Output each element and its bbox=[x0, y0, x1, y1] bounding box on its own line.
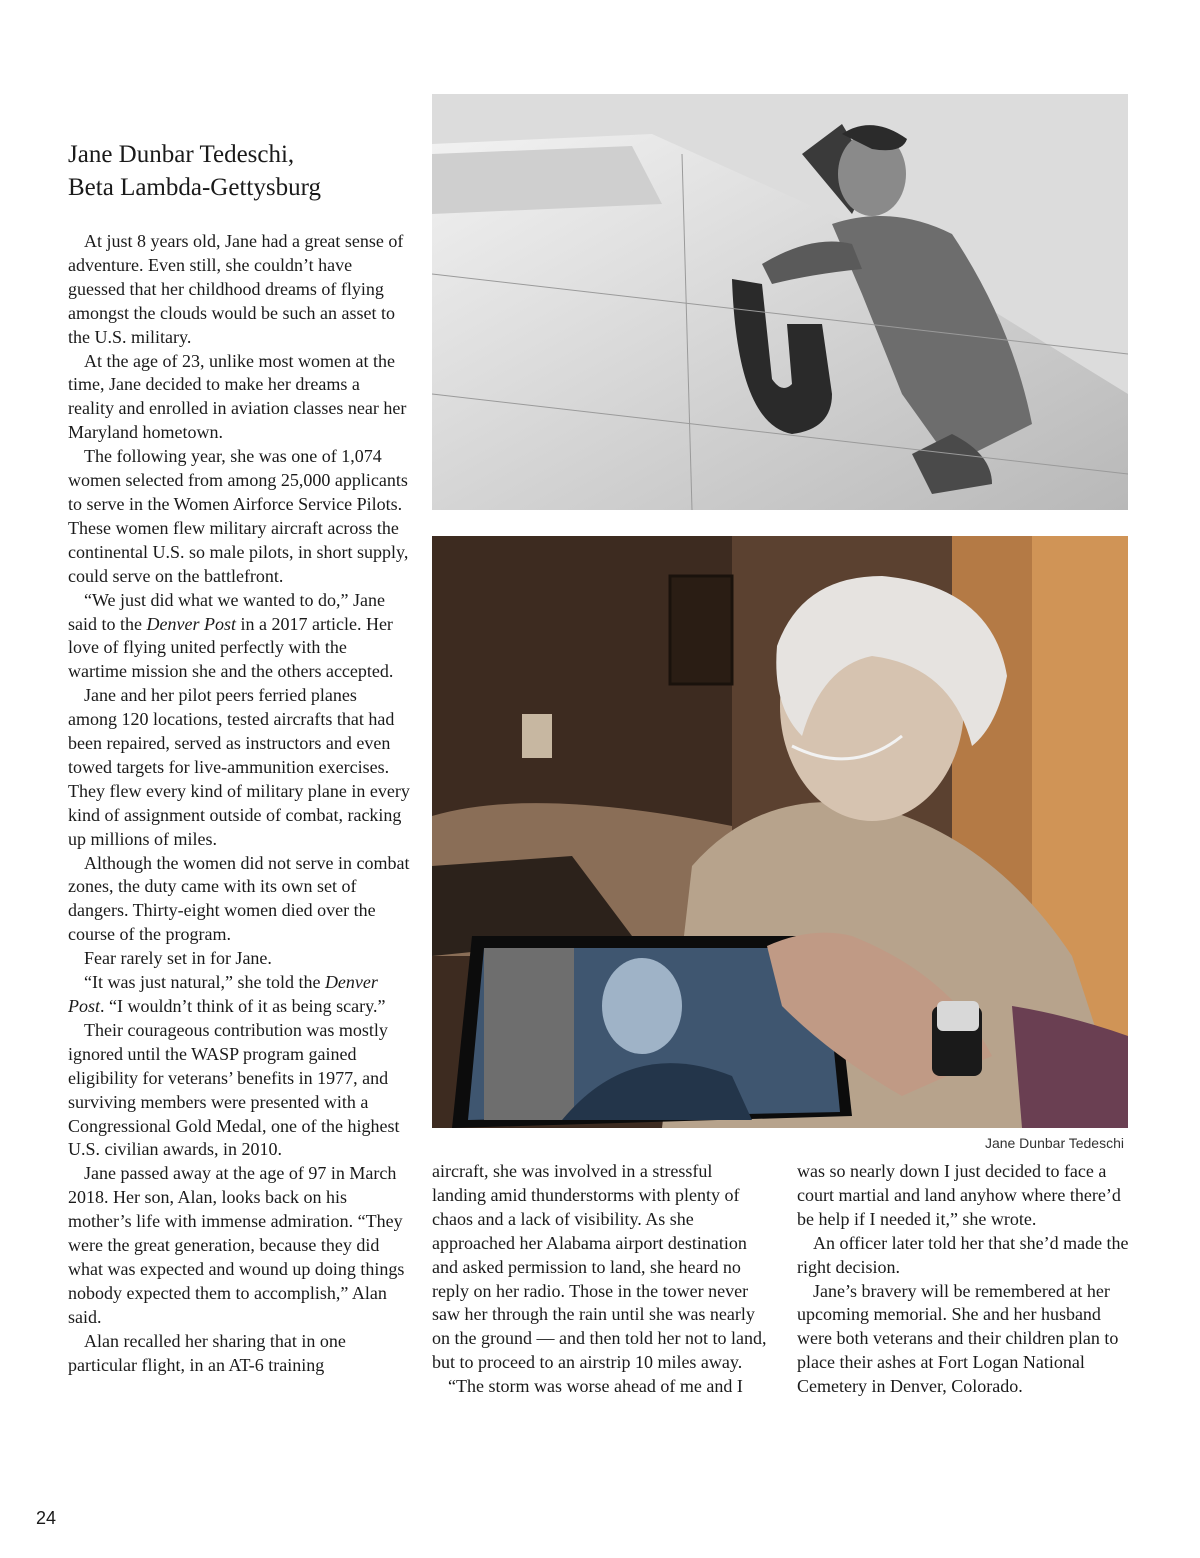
article-title-line2: Beta Lambda-Gettysburg bbox=[68, 174, 321, 201]
paragraph: Jane passed away at the age of 97 in March 2018. Her son, Alan, looks back on his mother’s life with immense admiration. “They were the great generation, because they did what was expected and wound up doing things nobody expected them to accomplish,” Alan said. bbox=[68, 1163, 405, 1327]
photo-jane-with-tablet bbox=[432, 536, 1128, 1128]
paragraph: “We just did what we wanted to do,” Jane said to the Denver Post in a 2017 article. Her love of flying united perfectly with the wartime mission she and the others accepted. bbox=[68, 589, 394, 682]
text-column-3 bbox=[797, 1160, 1129, 1399]
paragraph-continued: aircraft, she was involved in a stressful landing amid thunderstorms with plenty of chaos and a lack of visibility. As she approached her Alabama airport destination and asked permission to land, she heard no reply on her radio. Those in the tower never saw her through the rain until she was nearly on the ground — and then told her not to land, but to proceed to an airstrip 10 miles away. bbox=[432, 1161, 767, 1373]
paragraph-continued: was so nearly down I just decided to face a court martial and land anyhow where there’d be help if I needed it,” she wrote. bbox=[797, 1161, 1121, 1229]
paragraph: Jane’s bravery will be remembered at her upcoming memorial. She and her husband were both veterans and their children plan to place their ashes at Fort Logan National Cemetery in Denver, Colorado. bbox=[797, 1280, 1119, 1397]
article-title-line1: Jane Dunbar Tedeschi, bbox=[68, 141, 295, 168]
paragraph: “It was just natural,” she told the Denver Post. “I wouldn’t think of it as being scary.” bbox=[68, 972, 386, 1016]
paragraph: The following year, she was one of 1,074 women selected from among 25,000 applicants to serve in the Women Airforce Service Pilots. These women flew military aircraft across the continental U.S. so male pilots, in short supply, could serve on the battlefront. bbox=[68, 446, 409, 586]
publication-name: Denver Post bbox=[146, 613, 236, 634]
paragraph: At the age of 23, unlike most women at the time, Jane decided to make her dreams a reality and enrolled in aviation classes near her Maryland hometown. bbox=[68, 350, 407, 443]
paragraph: At just 8 years old, Jane had a great sense of adventure. Even still, she couldn’t have guessed that her childhood dreams of flying amongst the clouds would be such an asset to the U.S. military. bbox=[68, 231, 404, 347]
photo-pilot-illustration bbox=[432, 94, 1128, 510]
photo-caption: Jane Dunbar Tedeschi bbox=[984, 1135, 1124, 1151]
page-number: 24 bbox=[36, 1508, 57, 1528]
paragraph: Their courageous contribution was mostly ignored until the WASP program gained eligibility for veterans’ benefits in 1977, and surviving members were presented with a Congressional Gold Medal, one of the highest U.S. civilian awards, in 2010. bbox=[68, 1019, 400, 1160]
photo-pilot-on-plane bbox=[432, 94, 1128, 510]
paragraph: Fear rarely set in for Jane. bbox=[84, 948, 272, 969]
paragraph: “The storm was worse ahead of me and I bbox=[448, 1376, 743, 1397]
text-column-2 bbox=[432, 1160, 770, 1399]
publication-name: Denver Post bbox=[68, 972, 378, 1016]
photo-jane-illustration bbox=[432, 536, 1128, 1128]
article-title bbox=[68, 138, 428, 204]
text-column-1 bbox=[68, 230, 410, 1378]
paragraph: An officer later told her that she’d made the right decision. bbox=[797, 1232, 1129, 1277]
paragraph: Jane and her pilot peers ferried planes among 120 locations, tested aircrafts that had been repaired, served as instructors and even towed targets for live-ammunition exercises. They flew every kind of military plane in every kind of assignment outside of combat, racking up millions of miles. bbox=[68, 685, 410, 849]
paragraph: Although the women did not serve in combat zones, the duty came with its own set of dangers. Thirty-eight women died over the course of the program. bbox=[68, 852, 410, 945]
paragraph: Alan recalled her sharing that in one particular flight, in an AT-6 training bbox=[68, 1330, 346, 1375]
